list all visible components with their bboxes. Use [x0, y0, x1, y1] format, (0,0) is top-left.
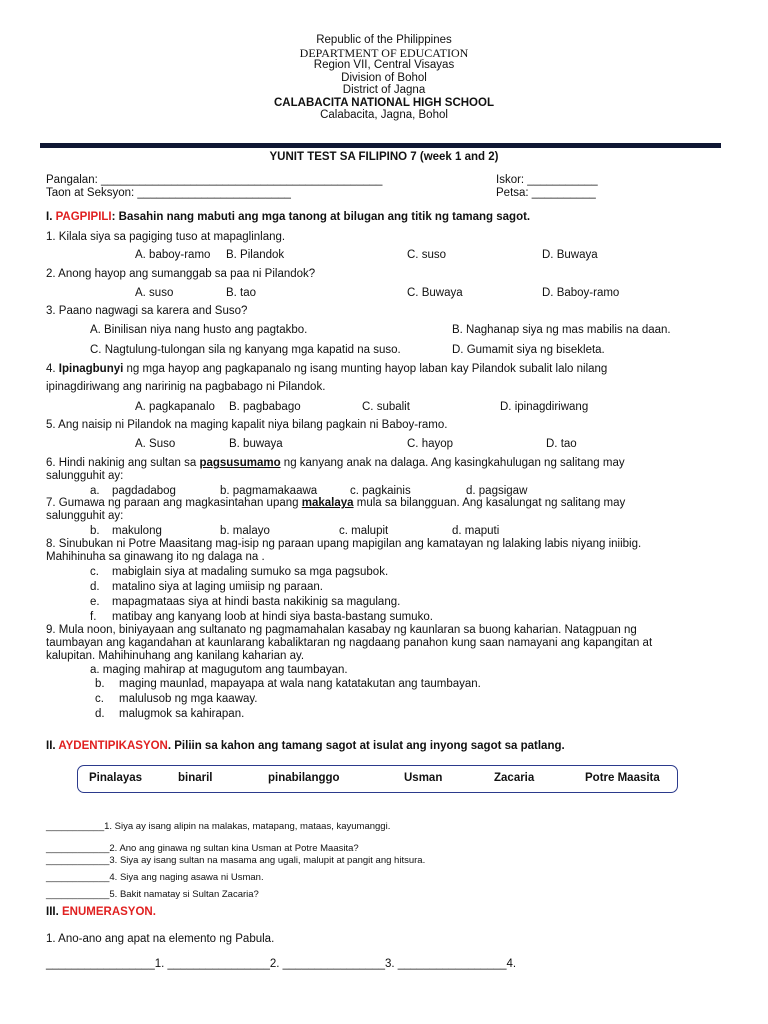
name-field[interactable]: Pangalan: ____________________________________________ [46, 174, 383, 186]
q1-option-c[interactable]: C. suso [407, 249, 446, 261]
q7-line2: salungguhit ay: [46, 510, 124, 522]
choice-item: Zacaria [494, 772, 535, 784]
header-department: DEPARTMENT OF EDUCATION [299, 46, 469, 60]
q5-option-c[interactable]: C. hayop [407, 438, 454, 450]
q9-line3: kalupitan. Mahihinuhang ang kanilang kaharian ay. [46, 650, 305, 662]
q6-option-b[interactable]: b. pagmamakaawa [220, 485, 318, 497]
q5-option-d[interactable]: D. tao [546, 438, 577, 450]
score-field[interactable]: Iskor: ___________ [496, 174, 598, 186]
q6-option-c[interactable]: c. pagkainis [350, 485, 411, 497]
q4-option-c[interactable]: C. subalit [362, 401, 410, 413]
test-title: YUNIT TEST SA FILIPINO 7 (week 1 and 2) [269, 151, 499, 163]
q8-option-letter[interactable]: c. [90, 566, 99, 578]
q5-option-b[interactable]: B. buwaya [229, 438, 283, 450]
part3-heading [46, 906, 156, 919]
q9-option-a[interactable]: a. maging mahirap at magugutom ang taumbayan. [90, 664, 348, 676]
header-district: District of Jagna [342, 84, 426, 96]
q2-option-c[interactable]: C. Buwaya [407, 287, 463, 299]
q8-option-text[interactable]: matalino siya at laging umiisip ng paraan. [112, 581, 323, 593]
date-field[interactable]: Petsa: __________ [496, 187, 596, 199]
q7-line1 [46, 497, 625, 510]
identification-item[interactable]: ____________4. Siya ang naging asawa ni Usman. [46, 872, 264, 883]
part1-instruction: : Basahin nang mabuti ang mga tanong at bilugan ang titik ng tamang sagot. [111, 211, 531, 223]
q7-option-b[interactable]: b. malayo [220, 525, 270, 537]
q6-option-a[interactable]: pagdadabog [112, 485, 176, 497]
q9-option-text[interactable]: maging maunlad, mapayapa at wala nang katatakutan ang taumbayan. [119, 678, 481, 690]
q8-option-text[interactable]: mapagmataas siya at hindi basta nakikinig sa magulang. [112, 596, 401, 608]
identification-item[interactable]: ____________5. Bakit namatay si Sultan Zacaria? [46, 889, 259, 900]
header-division: Division of Bohol [341, 72, 427, 84]
q8-option-letter[interactable]: d. [90, 581, 100, 593]
part3-number: III. [46, 906, 59, 918]
identification-item[interactable]: ____________3. Siya ay isang sultan na masama ang ugali, malupit at pangit ang hitsura. [46, 855, 426, 866]
q6-option-d[interactable]: d. pagsigaw [466, 485, 528, 497]
q4-keyword: Ipinagbunyi [58, 363, 124, 375]
choice-item: binaril [178, 772, 213, 784]
q8-line1: 8. Sinubukan ni Potre Maasitang mag-isip ng paraan upang mapigilan ang kamatayan ng lalaking labis niyang iniibig. [46, 538, 642, 550]
q3-text: 3. Paano nagwagi sa karera and Suso? [46, 305, 248, 317]
part2-label: AYDENTIPIKASYON [58, 740, 168, 752]
identification-item[interactable]: ____________2. Ano ang ginawa ng sultan kina Usman at Potre Maasita? [46, 843, 359, 854]
q2-text: 2. Anong hayop ang sumanggab sa paa ni Pilandok? [46, 268, 316, 280]
q9-option-text[interactable]: malugmok sa kahirapan. [119, 708, 245, 720]
part3-label: ENUMERASYON. [61, 906, 156, 918]
q2-option-d[interactable]: D. Baboy-ramo [542, 287, 620, 299]
q9-option-letter[interactable]: c. [95, 693, 104, 705]
q7-pre: 7. Gumawa ng paraan ang magkasintahan upang [46, 497, 302, 509]
q8-option-letter[interactable]: e. [90, 596, 100, 608]
q7-option-a-letter[interactable]: b. [90, 525, 100, 537]
q7-option-d[interactable]: d. maputi [452, 525, 500, 537]
q9-option-text[interactable]: malulusob ng mga kaaway. [119, 693, 258, 705]
q3-option-d[interactable]: D. Gumamit siya ng bisekleta. [452, 344, 605, 356]
q4-line2: ipinagdiriwang ang naririnig na pagbabago ni Pilandok. [46, 381, 326, 393]
q6-line2: salungguhit ay: [46, 470, 124, 482]
section-field[interactable]: Taon at Seksyon: ________________________ [46, 187, 291, 199]
q9-option-letter[interactable]: b. [95, 678, 105, 690]
q9-line2: taumbayan ang kagandahan at kaunlarang kabaliktaran ng nagdaang panahon kung saan namayani ang kapangitan at [46, 637, 653, 649]
q3-option-a[interactable]: A. Binilisan niya nang husto ang pagtakbo. [90, 324, 308, 336]
q4-line1 [46, 363, 607, 376]
q6-post: ng kanyang anak na dalaga. Ang kasingkahulugan ng salitang may [280, 457, 625, 469]
q7-option-c[interactable]: c. malupit [339, 525, 389, 537]
q4-rest: ng mga hayop ang pagkapanalo ng isang munting hayop laban kay Pilandok subalit lalo nilang [123, 363, 608, 375]
choice-item: Potre Maasita [585, 772, 660, 784]
q6-keyword: pagsusumamo [199, 457, 281, 469]
q1-option-d[interactable]: D. Buwaya [542, 249, 598, 261]
q2-option-b[interactable]: B. tao [226, 287, 257, 299]
q5-text: 5. Ang naisip ni Pilandok na maging kapalit niya bilang pagkain ni Baboy-ramo. [46, 419, 448, 431]
school-name: CALABACITA NATIONAL HIGH SCHOOL [274, 97, 494, 109]
q4-number: 4. [46, 363, 56, 375]
q4-option-b[interactable]: B. pagbabago [229, 401, 301, 413]
q1-option-b[interactable]: B. Pilandok [226, 249, 285, 261]
q6-pre: 6. Hindi nakinig ang sultan sa [46, 457, 200, 469]
part2-instruction: . Piliin sa kahon ang tamang sagot at isulat ang inyong sagot sa patlang. [167, 740, 565, 752]
q9-option-letter[interactable]: d. [95, 708, 105, 720]
choice-item: pinabilanggo [268, 772, 340, 784]
part2-number: II. [46, 740, 56, 752]
q4-option-d[interactable]: D. ipinagdiriwang [500, 401, 589, 413]
q1-text: 1. Kilala siya sa pagiging tuso at mapaglinlang. [46, 231, 286, 243]
q9-line1: 9. Mula noon, biniyayaan ang sultanato ng pagmamahalan kasabay ng kaunlaran sa buong kaharian. Natagpuan ng [46, 624, 637, 636]
header-region: Region VII, Central Visayas [313, 59, 455, 71]
enumeration-question: 1. Ano-ano ang apat na elemento ng Pabula. [46, 933, 275, 945]
q6-option-a-letter[interactable]: a. [90, 485, 100, 497]
school-address: Calabacita, Jagna, Bohol [320, 109, 448, 121]
q4-option-a[interactable]: A. pagkapanalo [135, 401, 215, 413]
q5-option-a[interactable]: A. Suso [135, 438, 176, 450]
q3-option-c[interactable]: C. Nagtulung-tulongan sila ng kanyang mga kapatid na suso. [90, 344, 401, 356]
q6-line1 [46, 457, 625, 470]
q8-option-text[interactable]: matibay ang kanyang loob at hindi siya basta-bastang sumuko. [112, 611, 433, 623]
part1-number: I. [46, 211, 53, 223]
enumeration-blanks[interactable]: _________________1. ________________2. ________________3. _________________4. [46, 958, 517, 970]
choice-item: Usman [404, 772, 443, 784]
part1-heading [46, 211, 530, 224]
header-rule [40, 143, 721, 148]
identification-item[interactable]: ___________1. Siya ay isang alipin na malakas, matapang, mataas, kayumanggi. [46, 821, 391, 832]
q7-option-a[interactable]: makulong [112, 525, 162, 537]
q8-option-letter[interactable]: f. [90, 611, 97, 623]
q1-option-a[interactable]: A. baboy-ramo [135, 249, 211, 261]
part2-heading [46, 740, 565, 753]
choice-item: Pinalayas [89, 772, 143, 784]
q8-option-text[interactable]: mabiglain siya at madaling sumuko sa mga pagsubok. [112, 566, 389, 578]
q7-keyword: makalaya [301, 497, 354, 509]
choices-box [77, 765, 678, 793]
q7-post: mula sa bilangguan. Ang kasalungat ng salitang may [353, 497, 626, 509]
q8-line2: Mahihinuha sa ginawang ito ng dalaga na . [46, 551, 265, 563]
part1-label: PAGPIPILI [55, 211, 112, 223]
q2-option-a[interactable]: A. suso [135, 287, 174, 299]
header-republic: Republic of the Philippines [316, 34, 452, 46]
q3-option-b[interactable]: B. Naghanap siya ng mas mabilis na daan. [452, 324, 671, 336]
